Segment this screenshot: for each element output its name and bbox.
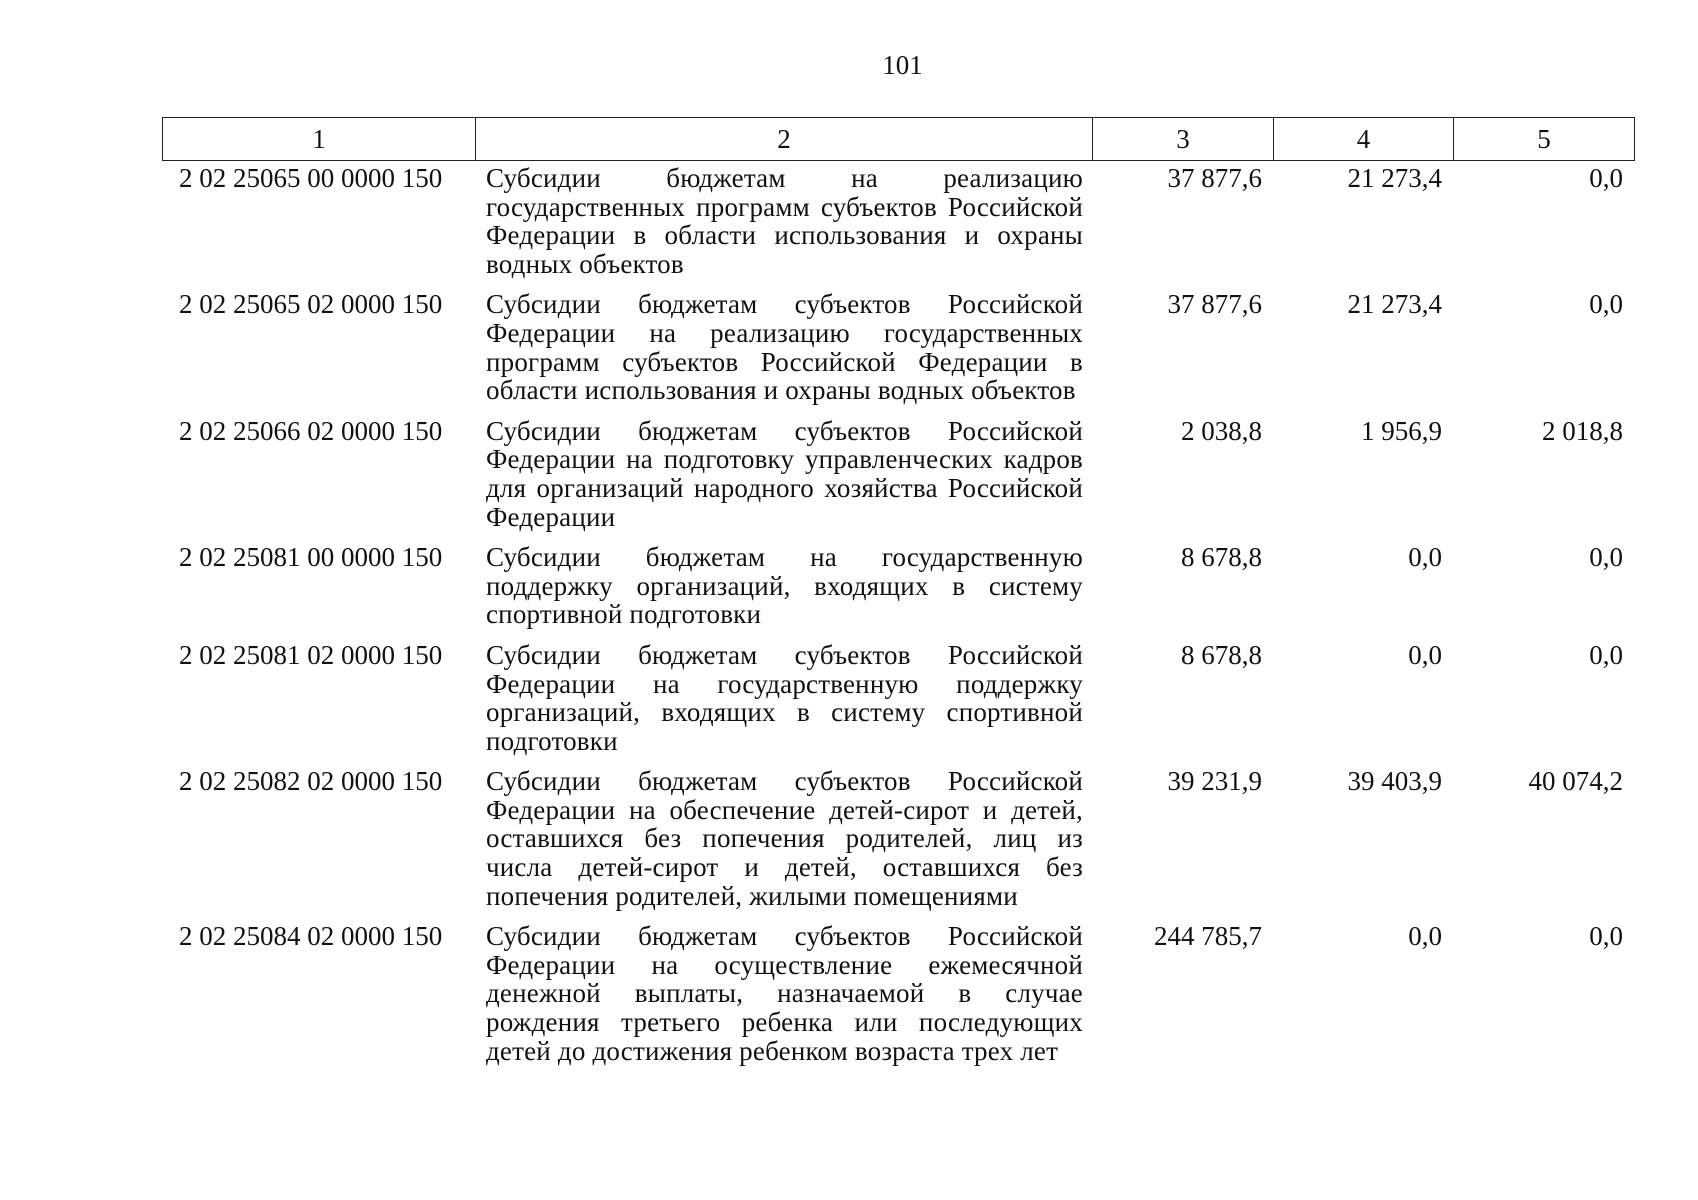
row-description: Субсидии бюджетам субъектов Российской Федерации на реализацию государственных программ субъектов Российской Федерации в области использования и охраны водных объектов: [486, 289, 1083, 406]
value-col4: 0,0: [1408, 542, 1442, 573]
column-header-2: 2: [476, 118, 1093, 161]
row-description: Субсидии бюджетам на государственную поддержку организаций, входящих в систему спортивной подготовки: [486, 542, 1083, 630]
budget-code: 2 02 25081 00 0000 150: [179, 542, 443, 573]
value-col5: 2 018,8: [1542, 415, 1623, 446]
table-row: [162, 767, 1634, 910]
column-header-row: [163, 118, 1635, 161]
column-header-5: 5: [1454, 118, 1635, 161]
budget-code: 2 02 25066 02 0000 150: [179, 415, 443, 446]
row-description: Субсидии бюджетам на реализацию государственных программ субъектов Российской Федерации в области использования и охраны водных объектов: [486, 163, 1083, 279]
table-row: [162, 417, 1634, 531]
column-header-3: 3: [1093, 118, 1274, 161]
row-description: Субсидии бюджетам субъектов Российской Федерации на обеспечение детей-сирот и детей, оставшихся без попечения родителей, лиц из числа детей-сирот и детей, оставшихся без попечения родителей, жилыми помещениями: [486, 766, 1083, 911]
row-description: Субсидии бюджетам субъектов Российской Федерации на подготовку управленческих кадров для организаций народного хозяйства Российской Федерации: [486, 415, 1083, 532]
budget-code: 2 02 25065 00 0000 150: [179, 163, 443, 193]
value-col4: 39 403,9: [1347, 766, 1442, 797]
table-row: [162, 922, 1634, 1065]
value-col5: 0,0: [1589, 542, 1623, 573]
budget-code: 2 02 25084 02 0000 150: [179, 921, 443, 952]
row-description: Субсидии бюджетам субъектов Российской Федерации на государственную поддержку организаций, входящих в систему спортивной подготовки: [486, 639, 1083, 756]
value-col3: 2 038,8: [1181, 415, 1262, 446]
value-col3: 8 678,8: [1181, 542, 1262, 573]
value-col5: 0,0: [1589, 163, 1623, 193]
budget-code: 2 02 25082 02 0000 150: [179, 766, 443, 797]
value-col4: 21 273,4: [1347, 289, 1442, 320]
value-col4: 0,0: [1408, 639, 1442, 670]
value-col4: 1 956,9: [1361, 415, 1442, 446]
row-description: Субсидии бюджетам субъектов Российской Федерации на осуществление ежемесячной денежной выплаты, назначаемой в случае рождения третьего ребенка или последующих детей до достижения ребенком возраста трех лет: [486, 921, 1083, 1066]
value-col4: 0,0: [1408, 921, 1442, 952]
value-col3: 39 231,9: [1167, 766, 1262, 797]
column-header-4: 4: [1274, 118, 1454, 161]
value-col3: 244 785,7: [1154, 921, 1262, 952]
table-row: [162, 290, 1634, 404]
table-row: [162, 543, 1634, 629]
table-body: [162, 164, 1634, 1077]
column-header-table: [162, 117, 1635, 161]
budget-code: 2 02 25081 02 0000 150: [179, 639, 443, 670]
budget-code: 2 02 25065 02 0000 150: [179, 289, 443, 320]
page-number: 101: [882, 50, 923, 80]
value-col5: 0,0: [1589, 289, 1623, 320]
column-header-1: 1: [163, 118, 476, 161]
value-col3: 8 678,8: [1181, 639, 1262, 670]
table-row: [162, 164, 1634, 278]
value-col3: 37 877,6: [1167, 289, 1262, 320]
value-col5: 40 074,2: [1528, 766, 1623, 797]
value-col5: 0,0: [1589, 639, 1623, 670]
value-col3: 37 877,6: [1167, 163, 1262, 193]
value-col5: 0,0: [1589, 921, 1623, 952]
table-row: [162, 641, 1634, 755]
value-col4: 21 273,4: [1347, 163, 1442, 193]
